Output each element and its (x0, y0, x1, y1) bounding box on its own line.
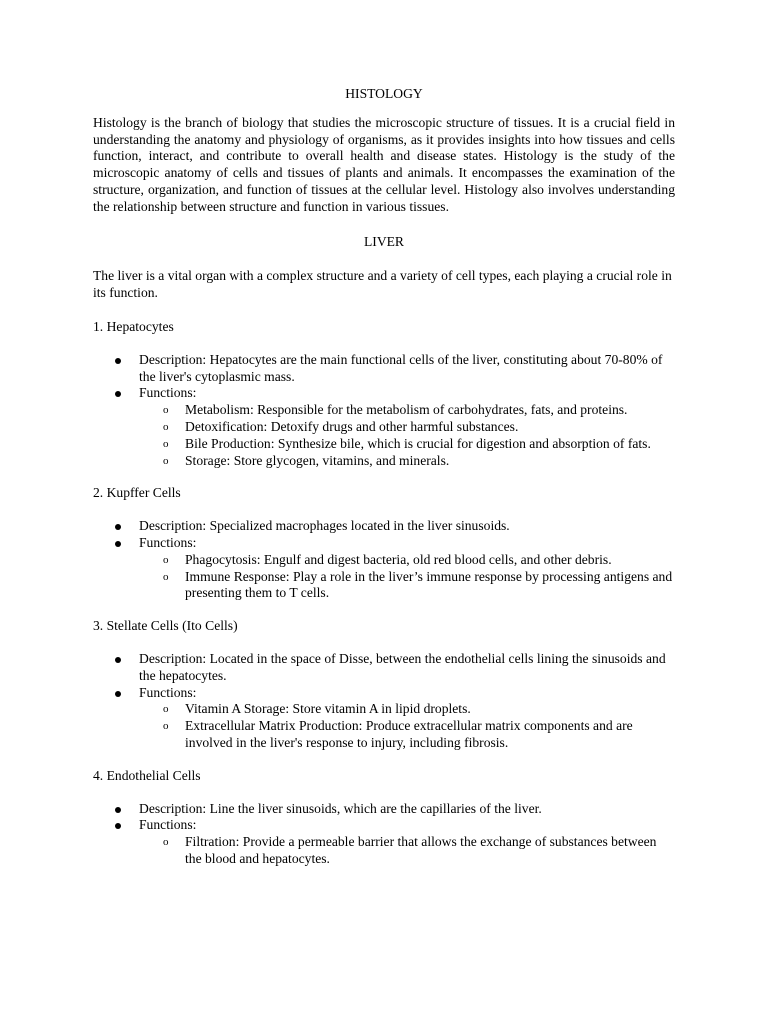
circle-bullet-icon: o (163, 836, 169, 849)
function-text: Storage: Store glycogen, vitamins, and minerals. (185, 452, 450, 468)
function-item (163, 402, 675, 419)
circle-bullet-icon: o (163, 404, 169, 417)
function-item (163, 718, 675, 752)
bullet-icon (115, 541, 121, 547)
description-text: Description: Located in the space of Disse, between the endothelial cells lining the sinusoids and the hepatocytes. (139, 650, 666, 683)
section-stellate-cells (93, 618, 675, 752)
function-text: Detoxification: Detoxify drugs and other harmful substances. (185, 418, 519, 434)
bullet-list (93, 801, 675, 868)
histology-intro-paragraph: Histology is the branch of biology that studies the microscopic structure of tissues. It is a crucial field in understanding the anatomy and physiology of organisms, as it provides insights into how tissues and cells function, interact, and contribute to overall health and disease states. Histology is the study of the microscopic anatomy of cells and tissues of plants and animals. It encompasses the examination of the structure, organization, and function of tissues at the cellular level. Histology also involves understanding the relationship between structure and function in various tissues. (93, 114, 675, 214)
circle-bullet-icon: o (163, 454, 169, 467)
circle-bullet-icon: o (163, 420, 169, 433)
bullet-list (93, 518, 675, 602)
function-text: Filtration: Provide a permeable barrier that allows the exchange of substances between the blood and hepatocytes. (185, 834, 657, 866)
function-item (163, 701, 675, 718)
circle-bullet-icon: o (163, 437, 169, 450)
functions-item (139, 535, 675, 602)
function-text: Metabolism: Responsible for the metabolism of carbohydrates, fats, and proteins. (185, 402, 628, 418)
functions-label: Functions: (139, 684, 197, 700)
function-item (163, 551, 675, 569)
section-hepatocytes (93, 319, 675, 469)
functions-label: Functions: (139, 534, 197, 550)
description-text: Description: Specialized macrophages located in the liver sinusoids. (139, 518, 510, 534)
function-text: Phagocytosis: Engulf and digest bacteria, old red blood cells, and other debris. (185, 551, 612, 567)
section-title: 2. Kupffer Cells (93, 485, 181, 501)
bullet-icon (115, 691, 121, 697)
function-item (163, 435, 675, 453)
function-item (163, 834, 675, 868)
functions-list (139, 834, 675, 868)
section-title: 4. Endothelial Cells (93, 767, 201, 783)
section-title: 3. Stellate Cells (Ito Cells) (93, 618, 238, 634)
section-endothelial-cells (93, 768, 675, 868)
circle-bullet-icon: o (163, 703, 169, 716)
function-text: Extracellular Matrix Production: Produce extracellular matrix components and are involved in the liver's response to injury, including fibrosis. (185, 718, 633, 750)
functions-list (139, 701, 675, 751)
functions-item (139, 385, 675, 469)
bullet-icon (115, 807, 121, 813)
description-item (139, 801, 675, 818)
functions-label: Functions: (139, 817, 197, 833)
bullet-icon (115, 391, 121, 397)
description-text: Description: Hepatocytes are the main functional cells of the liver, constituting about 70-80% of the liver's cytoplasmic mass. (139, 351, 663, 384)
document-page (93, 86, 675, 868)
bullet-icon (115, 524, 121, 530)
section-title: 1. Hepatocytes (93, 318, 174, 334)
function-item (163, 452, 675, 470)
bullet-icon (115, 358, 121, 364)
functions-list (139, 552, 675, 602)
bullet-list (93, 651, 675, 752)
bullet-icon (115, 657, 121, 663)
functions-item (139, 817, 675, 867)
function-text: Immune Response: Play a role in the liver’s immune response by processing antigens and presenting them to T cells. (185, 568, 673, 601)
function-item (163, 568, 675, 603)
function-item (163, 418, 675, 436)
bullet-list (93, 352, 675, 470)
circle-bullet-icon: o (163, 570, 169, 583)
function-text: Vitamin A Storage: Store vitamin A in lipid droplets. (185, 701, 471, 717)
liver-heading: LIVER (363, 233, 405, 249)
liver-intro-paragraph: The liver is a vital organ with a complex structure and a variety of cell types, each playing a crucial role in its function. (93, 268, 672, 301)
page-title: HISTOLOGY (345, 86, 423, 101)
section-kupffer-cells (93, 485, 675, 602)
functions-item (139, 685, 675, 752)
functions-list (139, 402, 675, 469)
description-item (139, 352, 675, 386)
functions-label: Functions: (139, 385, 197, 401)
circle-bullet-icon: o (163, 720, 169, 733)
circle-bullet-icon: o (163, 553, 169, 566)
function-text: Bile Production: Synthesize bile, which is crucial for digestion and absorption of fats. (185, 435, 651, 451)
bullet-icon (115, 823, 121, 829)
description-item (139, 651, 675, 685)
description-item (139, 518, 675, 535)
description-text: Description: Line the liver sinusoids, which are the capillaries of the liver. (139, 800, 542, 816)
